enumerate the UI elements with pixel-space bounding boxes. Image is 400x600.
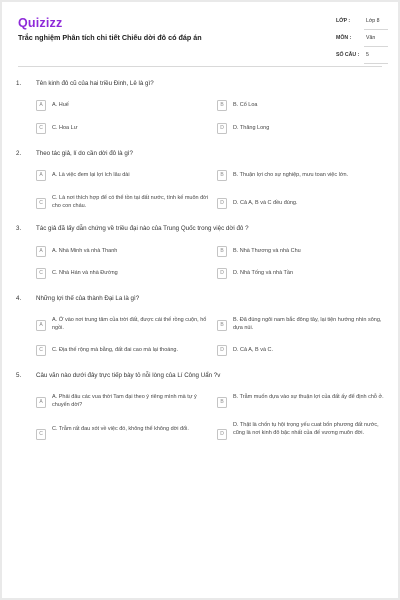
option-letter-box: D <box>217 268 227 279</box>
option-letter-box: C <box>36 345 46 356</box>
option-letter-box: B <box>217 170 227 181</box>
option-letter-box: B <box>217 397 227 408</box>
option-letter-box: A <box>36 100 46 111</box>
option-text: B. Nhà Thương và nhà Chu <box>233 248 301 254</box>
question-number: 5. <box>16 372 22 379</box>
option-text: C. Hoa Lư <box>52 125 78 131</box>
option-letter-box: C <box>36 429 46 440</box>
meta-underline <box>364 29 388 30</box>
option-letter-box: A <box>36 320 46 331</box>
question-text: Tác giả đã lấy dẫn chứng về triều đại nào của Trung Quốc trong việc dời đô ? <box>36 225 249 232</box>
meta-value-class: Lớp 8 <box>366 18 380 24</box>
meta-value-subject: Văn <box>366 35 376 41</box>
question-text: Những lợi thế của thành Đại La là gì? <box>36 295 140 302</box>
quizizz-logo[interactable]: Quizizz <box>18 16 63 30</box>
question-number: 4. <box>16 295 22 302</box>
option-letter-box: B <box>217 246 227 257</box>
option-letter-box: D <box>217 429 227 440</box>
option-letter-box: C <box>36 198 46 209</box>
option-text: A. Nhà Minh và nhà Thanh <box>52 248 118 254</box>
option-text: A. Là việc đem lại lợi ích lâu dài <box>52 172 130 178</box>
meta-value-count: 5 <box>366 52 369 58</box>
option-text: D. Cả A, B và C. <box>233 347 274 353</box>
question-text: Câu văn nào dưới đây trực tiếp bày tỏ nỗi lòng của Lí Công Uẩn ?v <box>36 372 221 379</box>
meta-row-subject <box>302 31 388 48</box>
option-letter-box: D <box>217 198 227 209</box>
option-letter-box: D <box>217 123 227 134</box>
option-text: C. Nhà Hán và nhà Đường <box>52 270 118 276</box>
option-letter-box: C <box>36 123 46 134</box>
header-divider <box>18 66 382 67</box>
option-letter-box: C <box>36 268 46 279</box>
option-text: D. Thăng Long <box>233 125 270 131</box>
option-text: B. Trẫm muốn dựa vào sự thuận lợi của đất ấy để định chỗ ở. <box>233 394 384 400</box>
meta-row-count <box>302 48 388 65</box>
meta-label-count: SỐ CÂU : <box>336 52 360 58</box>
worksheet-title: Trắc nghiệm Phân tích chi tiết Chiếu dời đô có đáp án <box>18 33 202 42</box>
option-text: C. Địa thế rộng mà bằng, đất đai cao mà lại thoáng. <box>52 347 178 353</box>
option-text: A. Phải đâu các vua thời Tam đại theo ý riêng mình mà tự ý chuyển dời? <box>52 394 197 409</box>
option-text: D. Cả A, B và C đều đúng. <box>233 200 298 206</box>
worksheet-meta <box>302 14 388 65</box>
option-letter-box: B <box>217 100 227 111</box>
option-text: C. Là nơi thích hợp để có thể tồn tại đất nước, tính kế muôn đời cho con cháu. <box>52 195 209 210</box>
question-number: 2. <box>16 150 22 157</box>
option-letter-box: B <box>217 320 227 331</box>
option-text: A. Ở vào nơi trung tâm của trời đất, được cái thế rồng cuộn, hổ ngồi. <box>52 317 207 332</box>
question-text: Tên kinh đô cũ của hai triều Đinh, Lê là gì? <box>36 80 154 87</box>
meta-label-class: LỚP : <box>336 18 351 24</box>
question-text: Theo tác giả, lí do cần dời đô là gì? <box>36 150 133 157</box>
question-number: 3. <box>16 225 22 232</box>
worksheet-page <box>2 2 398 598</box>
option-text: D. Nhà Tống và nhà Tần <box>233 270 294 276</box>
meta-row-class <box>302 14 388 31</box>
option-letter-box: A <box>36 397 46 408</box>
option-text: B. Đã đúng ngôi nam bắc đông tây, lại tiện hướng nhìn sông, dựa núi. <box>233 317 382 332</box>
question-number: 1. <box>16 80 22 87</box>
option-letter-box: A <box>36 246 46 257</box>
option-text: B. Cổ Loa <box>233 102 258 108</box>
meta-underline <box>364 46 388 47</box>
option-text: A. Huế <box>52 102 69 108</box>
meta-label-subject: MÔN : <box>336 35 352 41</box>
meta-underline <box>364 63 388 64</box>
option-letter-box: D <box>217 345 227 356</box>
option-text: D. Thật là chốn tụ hội trọng yếu cuat bốn phương đất nước, cũng là nơi kinh đô bậc nhất của đế vương muôn đời. <box>233 422 379 437</box>
option-text: C. Trẫm rất đau xót về việc đó, không thể không dời đổi. <box>52 426 189 432</box>
option-text: B. Thuận lợi cho sự nghiệp, mưu toan việc lớn. <box>233 172 349 178</box>
option-letter-box: A <box>36 170 46 181</box>
